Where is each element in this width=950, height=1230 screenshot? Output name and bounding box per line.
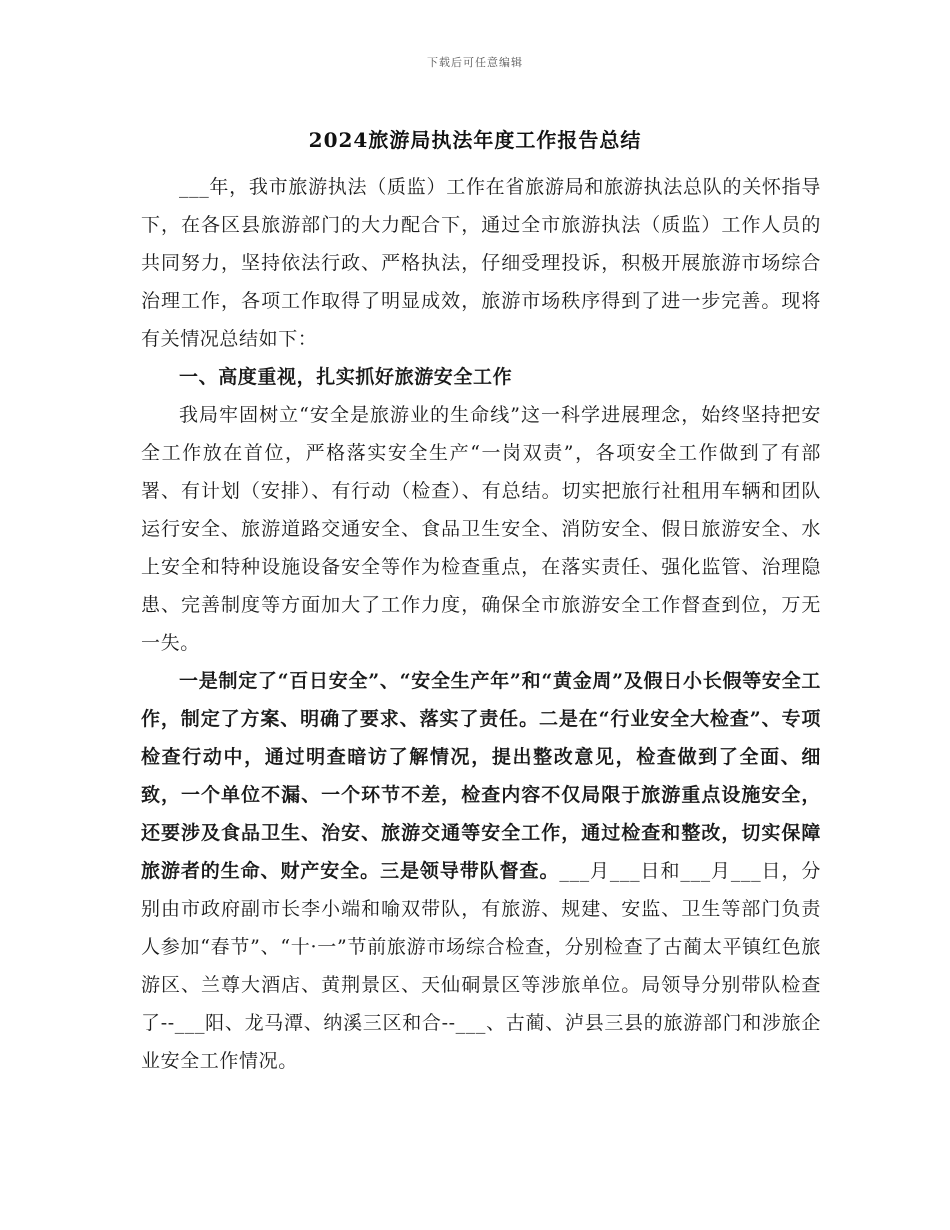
measures-bold-text: 一是制定了“百日安全”、“安全生产年”和“黄金周”及假日小长假等安全工作，制定了方案、明确了要求、落实了责任。二是在“行业安全大检查”、专项检查行动中，通过明查暗访了解情况，提出整改意见，检查做到了全面、细致，一个单位不漏、一个环节不差，检查内容不仅局限于旅游重点设施安全，还要涉及食品卫生、治安、旅游交通等安全工作，通过检查和整改，切实保障旅游者的生命、财产安全。三是领导带队督查。 bbox=[141, 670, 821, 882]
page-header-note: 下载后可任意编辑 bbox=[427, 56, 523, 69]
measures-paragraph bbox=[141, 662, 821, 1080]
document-body bbox=[141, 168, 821, 1080]
intro-paragraph: ___年，我市旅游执法（质监）工作在省旅游局和旅游执法总队的关怀指导下，在各区县旅游部门的大力配合下，通过全市旅游执法（质监）工作人员的共同努力，坚持依法行政、严格执法，仔细受理投诉，积极开展旅游市场综合治理工作，各项工作取得了明显成效，旅游市场秩序得到了进一步完善。现将有关情况总结如下： bbox=[141, 176, 821, 350]
safety-paragraph: 我局牢固树立“安全是旅游业的生命线”这一科学进展理念，始终坚持把安全工作放在首位，严格落实安全生产“一岗双责”，各项安全工作做到了有部署、有计划（安排）、有行动（检查）、有总结。切实把旅行社租用车辆和团队运行安全、旅游道路交通安全、食品卫生安全、消防安全、假日旅游安全、水上安全和特种设施设备安全等作为检查重点，在落实责任、强化监管、治理隐患、完善制度等方面加大了工作力度，确保全市旅游安全工作督查到位，万无一失。 bbox=[141, 404, 821, 654]
measures-regular-text: ___月___日和___月___日，分别由市政府副市长李小端和喻双带队，有旅游、规建、安监、卫生等部门负责人参加“春节”、“十·一”节前旅游市场综合检查，分别检查了古蔺太平镇红色旅游区、兰尊大酒店、黄荆景区、天仙硐景区等涉旅单位。局领导分别带队检查了--___阳、龙马潭、纳溪三区和合--___、古蔺、泸县三县的旅游部门和涉旅企业安全工作情况。 bbox=[141, 860, 821, 1072]
document-title: 2024旅游局执法年度工作报告总结 bbox=[308, 128, 642, 152]
section-heading: 一、高度重视，扎实抓好旅游安全工作 bbox=[179, 366, 513, 388]
